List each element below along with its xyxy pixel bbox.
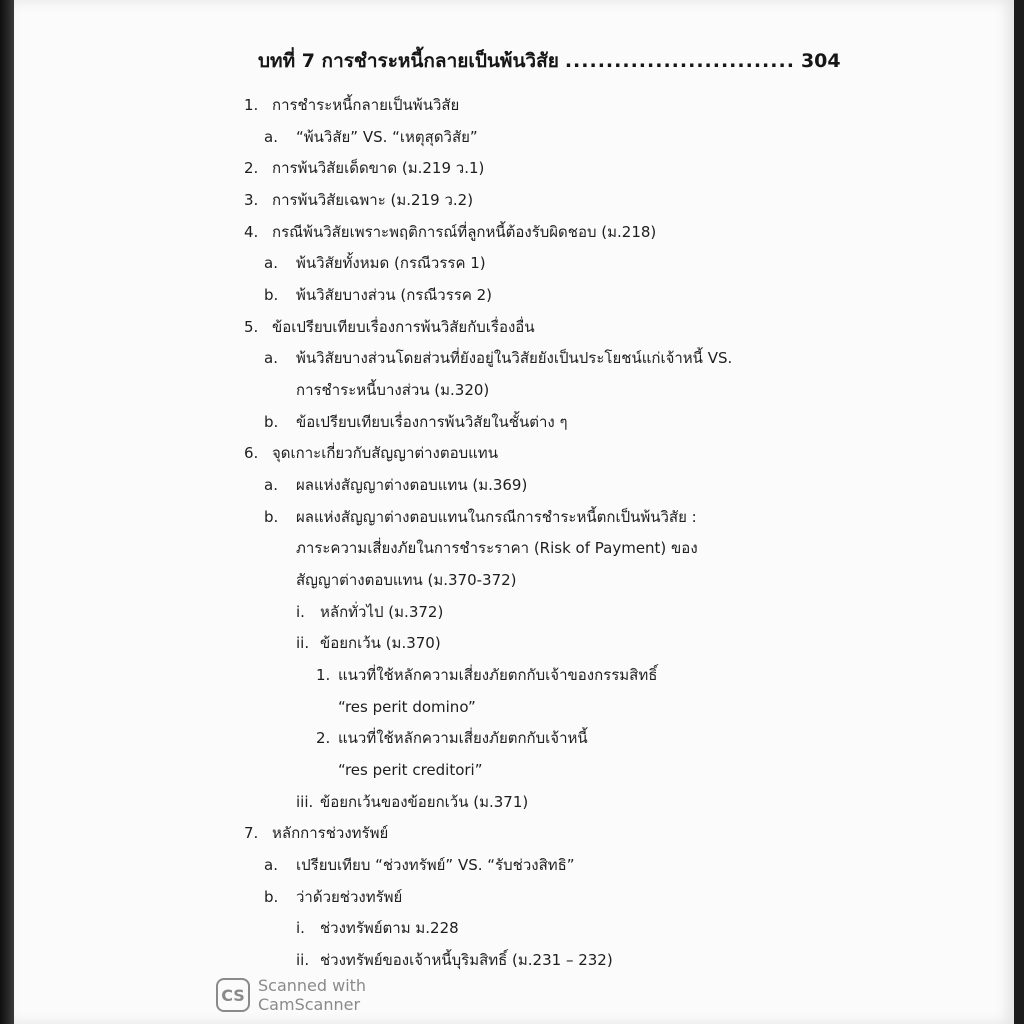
toc-entry-number: 2.: [316, 729, 331, 747]
toc-entry-continuation: [338, 692, 476, 722]
camscanner-logo: CS: [216, 978, 250, 1012]
toc-entry: [264, 850, 575, 880]
toc-entry: [296, 597, 443, 627]
book-page: [14, 0, 1014, 1024]
toc-entry-number: b.: [264, 888, 279, 906]
toc-entry: [296, 945, 613, 975]
toc-entry-text: กรณีพ้นวิสัยเพราะพฤติการณ์ที่ลูกหนี้ต้องรับผิดชอบ (ม.218): [272, 223, 657, 241]
camscanner-watermark: [216, 976, 366, 1014]
chapter-title-page: 304: [800, 50, 841, 72]
toc-entry: [264, 122, 478, 152]
chapter-title-leader-dots: ............................: [564, 50, 795, 72]
toc-entry-number: a.: [264, 254, 278, 272]
toc-entry-text: ผลแห่งสัญญาต่างตอบแทนในกรณีการชำระหนี้ตกเป็นพ้นวิสัย :: [296, 508, 697, 526]
toc-entry-text: “res perit domino”: [338, 698, 476, 716]
toc-entry: [244, 153, 484, 183]
toc-entry-continuation: [296, 565, 517, 595]
toc-entry-number: b.: [264, 508, 279, 526]
page-edge: [0, 0, 14, 1024]
toc-entry-text: หลักการช่วงทรัพย์: [272, 824, 389, 842]
toc-entry-number: 6.: [244, 444, 259, 462]
toc-entry: [264, 248, 486, 278]
toc-entry: [316, 723, 588, 753]
toc-entry-number: 2.: [244, 159, 259, 177]
toc-entry-text: ช่วงทรัพย์ของเจ้าหนี้บุริมสิทธิ์ (ม.231 – 232): [320, 951, 613, 969]
toc-entry: [264, 280, 492, 310]
chapter-title: [258, 46, 841, 76]
toc-entry-number: ii.: [296, 634, 310, 652]
toc-entry-text: “res perit creditori”: [338, 761, 483, 779]
toc-entry-number: 1.: [316, 666, 331, 684]
toc-entry-text: “พ้นวิสัย” VS. “เหตุสุดวิสัย”: [296, 128, 478, 146]
toc-entry-number: b.: [264, 413, 279, 431]
toc-entry-number: 1.: [244, 96, 259, 114]
toc-entry-number: i.: [296, 919, 305, 937]
toc-entry-text: ข้อเปรียบเทียบเรื่องการพ้นวิสัยในชั้นต่าง ๆ: [296, 413, 568, 431]
toc-entry-text: ช่วงทรัพย์ตาม ม.228: [320, 919, 459, 937]
watermark-line-2: CamScanner: [258, 995, 361, 1014]
toc-entry: [264, 470, 527, 500]
toc-entry: [244, 818, 388, 848]
toc-entry-text: ข้อเปรียบเทียบเรื่องการพ้นวิสัยกับเรื่องอื่น: [272, 318, 535, 336]
toc-entry-text: เปรียบเทียบ “ช่วงทรัพย์” VS. “รับช่วงสิทธิ”: [296, 856, 575, 874]
toc-entry-text: การชำระหนี้กลายเป็นพ้นวิสัย: [272, 96, 460, 114]
toc-entry-continuation: [296, 375, 489, 405]
toc-entry: [264, 882, 402, 912]
toc-entry-text: การพ้นวิสัยเด็ดขาด (ม.219 ว.1): [272, 159, 485, 177]
toc-entry-number: 4.: [244, 223, 259, 241]
toc-entry: [264, 343, 732, 373]
toc-entry: [264, 502, 697, 532]
toc-entry-text: จุดเกาะเกี่ยวกับสัญญาต่างตอบแทน: [272, 444, 498, 462]
toc-entry-number: b.: [264, 286, 279, 304]
toc-entry-text: ข้อยกเว้นของข้อยกเว้น (ม.371): [320, 793, 529, 811]
toc-entry-text: ข้อยกเว้น (ม.370): [320, 634, 441, 652]
toc-entry: [264, 407, 568, 437]
toc-entry-text: หลักทั่วไป (ม.372): [320, 603, 444, 621]
toc-entry-number: i.: [296, 603, 305, 621]
toc-entry-number: a.: [264, 476, 278, 494]
toc-entry: [244, 90, 459, 120]
camscanner-text: [258, 976, 366, 1014]
toc-entry: [244, 312, 535, 342]
toc-entry-number: ii.: [296, 951, 310, 969]
toc-entry-text: การพ้นวิสัยเฉพาะ (ม.219 ว.2): [272, 191, 474, 209]
toc-entry: [296, 913, 459, 943]
toc-entry-number: 7.: [244, 824, 259, 842]
toc-entry-continuation: [338, 755, 483, 785]
toc-entry-number: iii.: [296, 793, 314, 811]
toc-entry: [244, 438, 498, 468]
toc-entry-text: แนวที่ใช้หลักความเสี่ยงภัยตกกับเจ้าหนี้: [338, 729, 588, 747]
toc-entry-number: a.: [264, 349, 278, 367]
toc-entry-text: การชำระหนี้บางส่วน (ม.320): [296, 381, 490, 399]
toc-entry-text: พ้นวิสัยทั้งหมด (กรณีวรรค 1): [296, 254, 486, 272]
watermark-line-1: Scanned with: [258, 976, 367, 995]
toc-entry-text: ว่าด้วยช่วงทรัพย์: [296, 888, 403, 906]
toc-entry-text: แนวที่ใช้หลักความเสี่ยงภัยตกกับเจ้าของกรรมสิทธิ์: [338, 666, 658, 684]
toc-entry: [316, 660, 657, 690]
toc-entry-number: a.: [264, 128, 278, 146]
toc-entry: [296, 628, 441, 658]
toc-entry-text: ผลแห่งสัญญาต่างตอบแทน (ม.369): [296, 476, 528, 494]
toc-entry-number: 3.: [244, 191, 259, 209]
toc-entry-text: พ้นวิสัยบางส่วนโดยส่วนที่ยังอยู่ในวิสัยยังเป็นประโยชน์แก่เจ้าหนี้ VS.: [296, 349, 733, 367]
toc-entry-text: ภาระความเสี่ยงภัยในการชำระราคา (Risk of Payment) ของ: [296, 539, 698, 557]
toc-entry-text: พ้นวิสัยบางส่วน (กรณีวรรค 2): [296, 286, 493, 304]
toc-entry: [244, 185, 473, 215]
toc-entry-continuation: [296, 533, 698, 563]
toc-entry: [296, 787, 528, 817]
toc-entry: [244, 217, 656, 247]
toc-entry-number: 5.: [244, 318, 259, 336]
toc-entry-text: สัญญาต่างตอบแทน (ม.370-372): [296, 571, 517, 589]
chapter-title-label: บทที่ 7 การชำระหนี้กลายเป็นพ้นวิสัย: [258, 50, 559, 72]
toc-entry-number: a.: [264, 856, 278, 874]
